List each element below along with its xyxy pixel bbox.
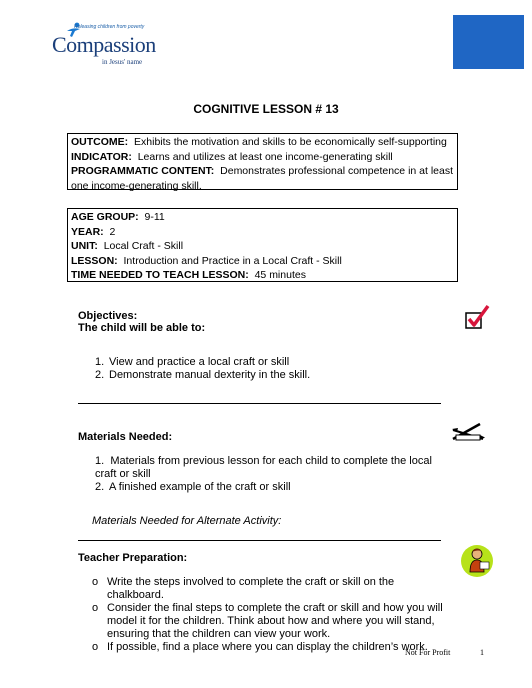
list-bullet: o: [92, 576, 99, 588]
objectives-heading: Objectives:: [78, 310, 138, 322]
lesson-line: [71, 254, 454, 269]
time-label: TIME NEEDED TO TEACH LESSON:: [71, 269, 249, 281]
list-number: 1.: [95, 356, 105, 368]
list-item: [95, 369, 455, 382]
list-text: Write the steps involved to complete the craft or skill on the chalkboard.: [107, 576, 395, 601]
checkbox-check-icon: [464, 304, 490, 330]
list-item: [95, 481, 455, 494]
list-bullet: o: [92, 602, 99, 614]
materials-list-2: [95, 481, 455, 494]
outcome-label: OUTCOME:: [71, 136, 129, 148]
materials-list: [80, 455, 445, 481]
page-title: COGNITIVE LESSON # 13: [193, 102, 339, 116]
compassion-logo: [52, 22, 172, 70]
list-item: [95, 356, 455, 369]
list-text: If possible, find a place where you can display the children’s work.: [107, 641, 428, 653]
teacher-icon: [460, 542, 494, 580]
blue-corner-block: [453, 15, 524, 69]
section-divider: [78, 540, 441, 541]
lesson-label: LESSON:: [71, 254, 118, 267]
age-group-label: AGE GROUP:: [71, 211, 139, 223]
outcome-text: Exhibits the motivation and skills to be economically self-supporting: [134, 136, 447, 148]
list-text: Demonstrate manual dexterity in the skill.: [109, 369, 311, 381]
list-item: [92, 576, 452, 602]
section-divider: [78, 403, 441, 404]
list-text: Consider the final steps to complete the craft or skill and how you will model it for the children. Think about how and where you will stand, ensuring that the children can view your work.: [107, 602, 443, 640]
list-text: A finished example of the craft or skill: [109, 481, 291, 493]
time-value: 45 minutes: [254, 269, 306, 281]
list-number: 1.: [95, 455, 105, 467]
logo-subline: in Jesus' name: [102, 58, 143, 66]
year-line: [71, 225, 454, 240]
programmatic-text: Demonstrates professional competence in at least one income-generating skill.: [71, 165, 454, 192]
unit-label: UNIT:: [71, 240, 98, 252]
preparation-heading: Teacher Preparation:: [78, 552, 188, 564]
age-group-value: 9-11: [144, 211, 165, 223]
list-text: Materials from previous lesson for each child to complete the local craft or skill: [95, 455, 432, 480]
logo-wordmark: Compassion: [52, 32, 156, 57]
age-group-line: [71, 210, 454, 225]
alternate-materials-label: Materials Needed for Alternate Activity:: [92, 515, 282, 527]
list-bullet: o: [92, 641, 99, 653]
programmatic-label: PROGRAMMATIC CONTENT:: [71, 165, 215, 177]
outcome-box: [67, 133, 458, 190]
list-number: 2.: [95, 481, 105, 493]
year-label: YEAR:: [71, 225, 104, 238]
lesson-info-box: [67, 208, 458, 282]
year-value: 2: [109, 225, 116, 238]
outcome-line: [71, 135, 454, 150]
pencil-tools-icon: [450, 420, 486, 444]
indicator-text: Learns and utilizes at least one income-generating skill: [137, 150, 393, 163]
lesson-value: Introduction and Practice in a Local Craft - Skill: [123, 254, 342, 267]
list-text: View and practice a local craft or skill: [109, 356, 290, 368]
preparation-list: [92, 576, 452, 654]
list-item: [92, 641, 452, 654]
list-item: [80, 455, 445, 481]
unit-value: Local Craft - Skill: [103, 240, 184, 252]
list-number: 2.: [95, 369, 105, 381]
materials-heading: Materials Needed:: [78, 431, 173, 443]
footer-not-for-profit: Not For Profit: [405, 648, 451, 657]
programmatic-line: [71, 164, 454, 193]
objectives-list: [95, 356, 455, 382]
list-item: [92, 602, 452, 641]
time-line: [71, 268, 454, 283]
objectives-subheading: The child will be able to:: [78, 322, 206, 334]
indicator-label: INDICATOR:: [71, 150, 132, 163]
page-number: 1: [480, 648, 484, 657]
indicator-line: [71, 150, 454, 165]
logo-tagline: Releasing children from poverty: [74, 24, 145, 30]
unit-line: [71, 239, 454, 254]
